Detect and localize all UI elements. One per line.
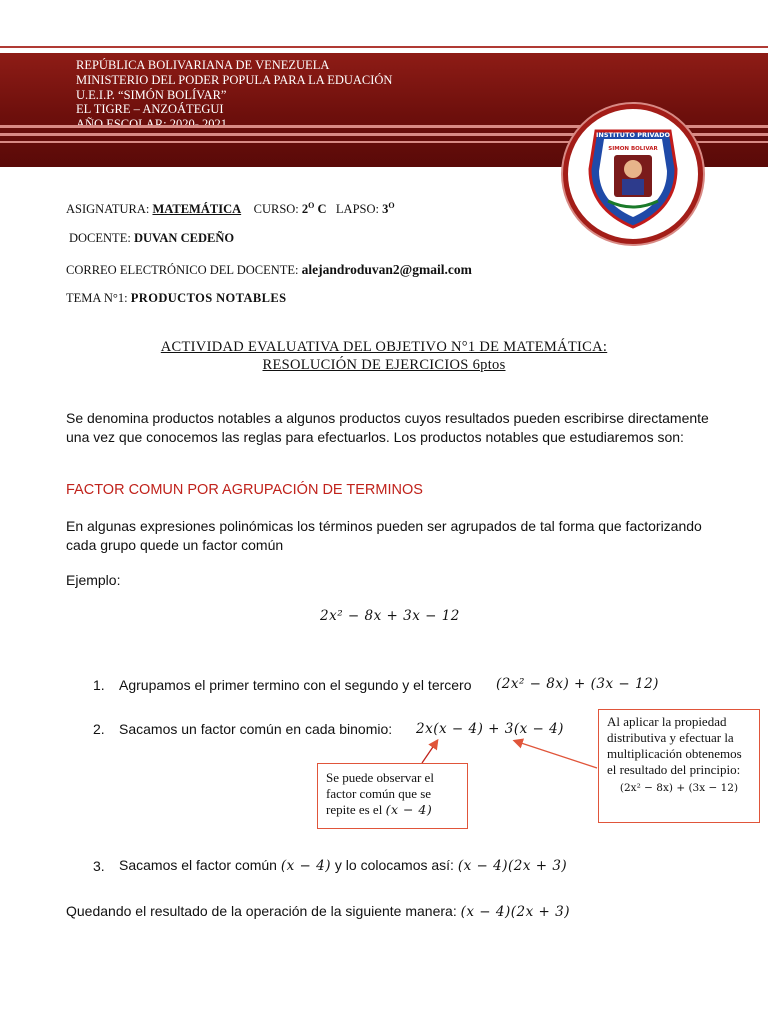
curso-suffix: C [314, 202, 327, 217]
curso-label: CURSO: [253, 202, 302, 217]
section-heading: FACTOR COMUN POR AGRUPACIÓN DE TERMINOS [66, 482, 423, 498]
step-1-text: Agrupamos el primer termino con el segundo y el tercero [119, 677, 472, 693]
step-3-number: 3. [93, 858, 105, 874]
callout-distributive-math: (2x² − 8x) + (3x − 12) [619, 782, 739, 794]
step-3-text: Sacamos el factor común (x − 4) y lo colocamos así: (x − 4)(2x + 3) [119, 857, 568, 874]
asignatura-label: ASIGNATURA: [66, 202, 153, 217]
activity-title-line-2: RESOLUCIÓN DE EJERCICIOS 6ptos [262, 357, 506, 373]
header-line-1: REPÚBLICA BOLIVARIANA DE VENEZUELA [76, 58, 330, 72]
step-2-text: Sacamos un factor común en cada binomio: [119, 721, 393, 737]
step-2-math: 2x(x − 4) + 3(x − 4) [416, 721, 564, 737]
step-2-number: 2. [93, 721, 105, 737]
conclusion-line: Quedando el resultado de la operación de la siguiente manera: (x − 4)(2x + 3) [66, 903, 570, 920]
example-label: Ejemplo: [66, 572, 121, 588]
step-1-number: 1. [93, 677, 105, 693]
header-line-3: U.E.I.P. “SIMÓN BOLÍVAR” [76, 87, 227, 102]
step-1-math: (2x² − 8x) + (3x − 12) [496, 676, 659, 692]
arrow-to-factor [422, 741, 437, 763]
intro-paragraph: Se denomina productos notables a algunos productos cuyos resultados pueden escribirse directamente una vez que conocemos las reglas para efectuarlos. Los productos notables que estudiaremos son: [66, 410, 709, 445]
lapso-value: 3 [382, 202, 389, 217]
docente-label: DOCENTE: [69, 231, 134, 245]
logo-lettering: INSTITUTO PRIVADO [595, 131, 671, 139]
header-line-2: MINISTERIO DEL PODER POPULA PARA LA EDUACIÓN [76, 72, 393, 87]
callout-common-factor: Se puede observar el factor común que se repite es el (x − 4) [317, 763, 468, 829]
tema-label: TEMA N°1: [66, 291, 131, 305]
correo-label: CORREO ELECTRÓNICO DEL DOCENTE: [66, 263, 302, 277]
docente-value: DUVAN CEDEÑO [133, 231, 235, 245]
lapso-label: LAPSO: [335, 202, 383, 217]
callout-distributive: Al aplicar la propiedad distributiva y efectuar la multiplicación obtenemos el resultado del principio: (2x² − 8x) + (3x − 12) [598, 709, 760, 823]
email-link[interactable]: alejandroduvan2@gmail.com [301, 262, 472, 277]
lapso-sup: O [388, 201, 395, 210]
header-line-4: EL TIGRE – ANZOÁTEGUI [76, 102, 224, 117]
example-expression: 2x² − 8x + 3x − 12 [320, 608, 460, 624]
svg-text:SIMON BOLIVAR: SIMON BOLIVAR [608, 146, 658, 152]
activity-title-line-1: ACTIVIDAD EVALUATIVA DEL OBJETIVO N°1 DE MATEMÁTICA: [160, 339, 608, 355]
arrow-to-result [515, 741, 597, 768]
tema-value: PRODUCTOS NOTABLES [130, 291, 287, 305]
asignatura-value: MATEMÁTICA [152, 202, 242, 217]
section-description: En algunas expresiones polinómicas los términos pueden ser agrupados de tal forma que factorizando cada grupo quede un factor común [66, 518, 702, 553]
curso-value: 2 [301, 202, 309, 217]
curso-sup: O [308, 201, 315, 210]
